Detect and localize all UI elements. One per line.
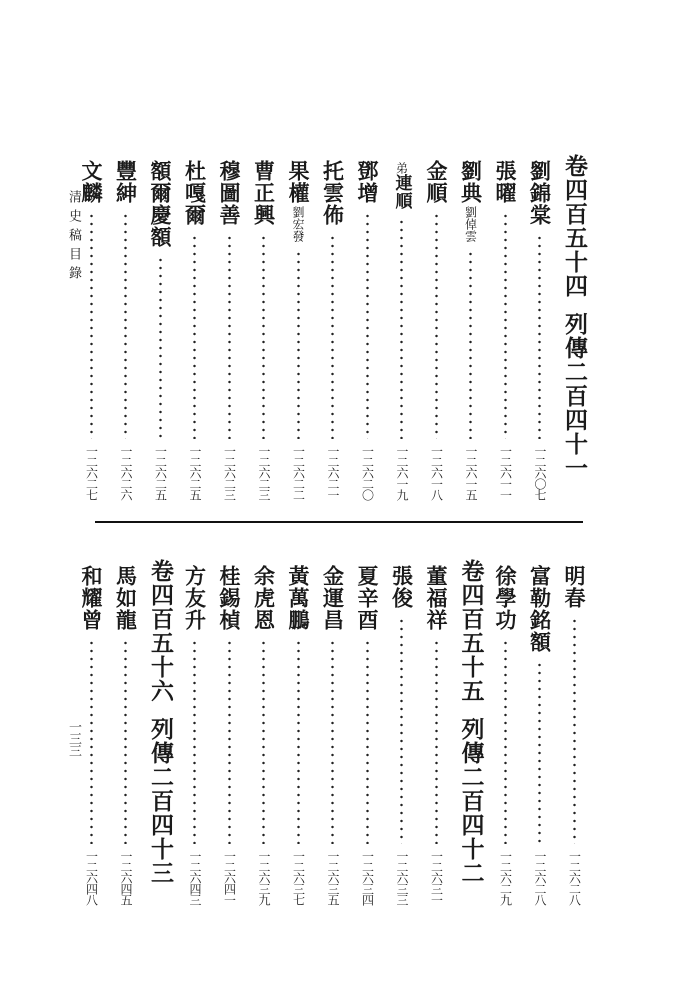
toc-entry [178,565,212,905]
toc-entry [178,160,212,500]
toc-entry [350,565,384,905]
entry-name: 富勒銘額 [527,565,553,653]
leader-dots [228,639,231,844]
volume-header [557,154,591,480]
toc-entry [212,160,246,500]
leader-dots [331,234,334,439]
toc-entry [488,565,522,905]
biography-section: 列傳二百四十二 [457,717,485,885]
entry-name: 徐學功 [493,565,518,631]
toc-entry [212,565,246,905]
volume-header [454,559,488,885]
toc-entry [74,565,108,905]
biography-section: 列傳二百四十一 [561,312,588,480]
leader-dots [538,234,541,439]
leader-dots [124,639,127,844]
entry-name: 馬如龍 [113,565,139,631]
page-number: 一三三 [66,720,81,756]
toc-entry [523,160,557,500]
entry-name: 果權 [286,160,311,204]
entry-name: 豐紳 [113,160,139,204]
toc-entry [109,160,143,500]
volume-title [560,154,588,480]
entry-name: 杜嘎爾 [182,160,208,226]
entry-name: 文麟 [79,160,104,204]
toc-entry [281,160,315,500]
leader-dots [262,234,265,439]
entry-name: 連順 [391,174,412,210]
leader-dots [366,639,369,844]
entry-page: 一二六二八 [567,850,582,905]
entry-name: 鄧增 [355,160,380,204]
toc-entry [281,565,315,905]
entry-page: 一二六三三 [395,850,409,905]
toc-entry [385,160,419,500]
entry-name: 穆圖善 [217,160,242,226]
entry-page: 一二六一八 [429,445,444,500]
toc-entry [109,565,143,905]
entry-page: 一二六三七 [291,850,306,905]
entry-page: 一二六四三 [188,850,202,905]
leader-dots [193,234,196,439]
leader-dots [228,234,231,439]
entry-name: 托雲佈 [320,160,346,226]
leader-dots [366,212,369,439]
entry-name: 夏辛酉 [355,565,380,631]
entry-name: 劉錦棠 [527,160,553,226]
leader-dots [538,661,541,844]
toc-entry [316,565,350,905]
volume-number: 卷四百五十五 [457,559,485,703]
leader-dots [331,639,334,844]
entry-page: 一二六二八 [533,850,547,905]
biography-section: 列傳二百四十三 [147,717,174,885]
volume-title [146,559,174,885]
section-divider [95,521,583,523]
book-title: 清史稿目錄 [66,190,81,285]
entry-page: 一二六二五 [188,445,202,500]
entry-page: 一二六二五 [153,445,168,500]
leader-dots [159,256,162,439]
entry-page: 一二六三四 [360,850,375,905]
entry-page: 一二六三五 [326,850,340,905]
leader-dots [297,250,300,439]
volume-number: 卷四百五十四 [561,154,588,298]
entry-page: 一二六一五 [464,445,478,500]
toc-entry [247,565,281,905]
entry-page: 一二六二〇 [360,445,375,500]
entry-page: 一二六四八 [84,850,99,905]
toc-entry [488,160,522,500]
entry-page: 一二六一一 [498,445,513,500]
entry-page: 一二六一九 [395,445,409,500]
leader-dots [124,212,127,439]
entry-page: 一二六二三 [257,445,271,500]
toc-entry [385,565,419,905]
leader-dots [90,212,93,439]
toc-entry [143,160,177,500]
entry-name: 桂錫楨 [217,565,242,631]
toc-entry [419,565,453,905]
toc-entry [74,160,108,500]
entry-page: 一二六三一 [429,850,444,905]
entry-page: 一二六四一 [222,850,237,905]
entry-name: 劉典 [458,160,484,204]
volume-title [457,559,485,885]
entry-name: 曹正興 [251,160,277,226]
toc-entry [454,160,488,500]
entry-name: 金運昌 [320,565,346,631]
toc-entry [247,160,281,500]
leader-dots [297,639,300,844]
entry-page: 一二六三九 [257,850,271,905]
entry-name: 余虎恩 [251,565,277,631]
leader-dots [193,639,196,844]
leader-dots [400,617,403,844]
entry-page: 一二六二一 [326,445,340,500]
entry-note: 弟 [394,162,409,174]
entry-name: 張曜 [493,160,518,204]
leader-dots [262,639,265,844]
leader-dots [90,639,93,844]
toc-entry [316,160,350,500]
volume-number: 卷四百五十六 [147,559,174,703]
leader-dots [435,639,438,844]
leader-dots [435,212,438,439]
entry-name: 黃萬鵬 [286,565,311,631]
entry-page: 一二六〇七 [533,445,547,500]
entry-note: 劉倬雲 [463,206,478,242]
toc-entry [419,160,453,500]
entry-name: 董福祥 [424,565,449,631]
entry-page: 一二六二六 [119,445,133,500]
entry-name: 和耀曾 [79,565,104,631]
toc-entry [557,565,591,905]
leader-dots [504,639,507,844]
entry-name: 明春 [562,565,587,609]
toc-entry [350,160,384,500]
entry-note: 劉宏發 [291,206,305,242]
leader-dots [469,250,472,439]
entry-page: 一二六二七 [84,445,99,500]
entry-page: 一二六二九 [498,850,513,905]
leader-dots [400,218,403,439]
entry-name: 方友升 [182,565,208,631]
leader-dots [504,212,507,439]
toc-entry [523,565,557,905]
entry-page: 一二六二三 [222,445,237,500]
entry-name: 額爾慶額 [148,160,173,248]
volume-header [143,559,177,885]
entry-page: 一二六二二 [291,445,306,500]
entry-page: 一二六四五 [119,850,133,905]
entry-name: 張俊 [389,565,415,609]
entry-name: 金順 [424,160,449,204]
leader-dots [573,617,576,844]
